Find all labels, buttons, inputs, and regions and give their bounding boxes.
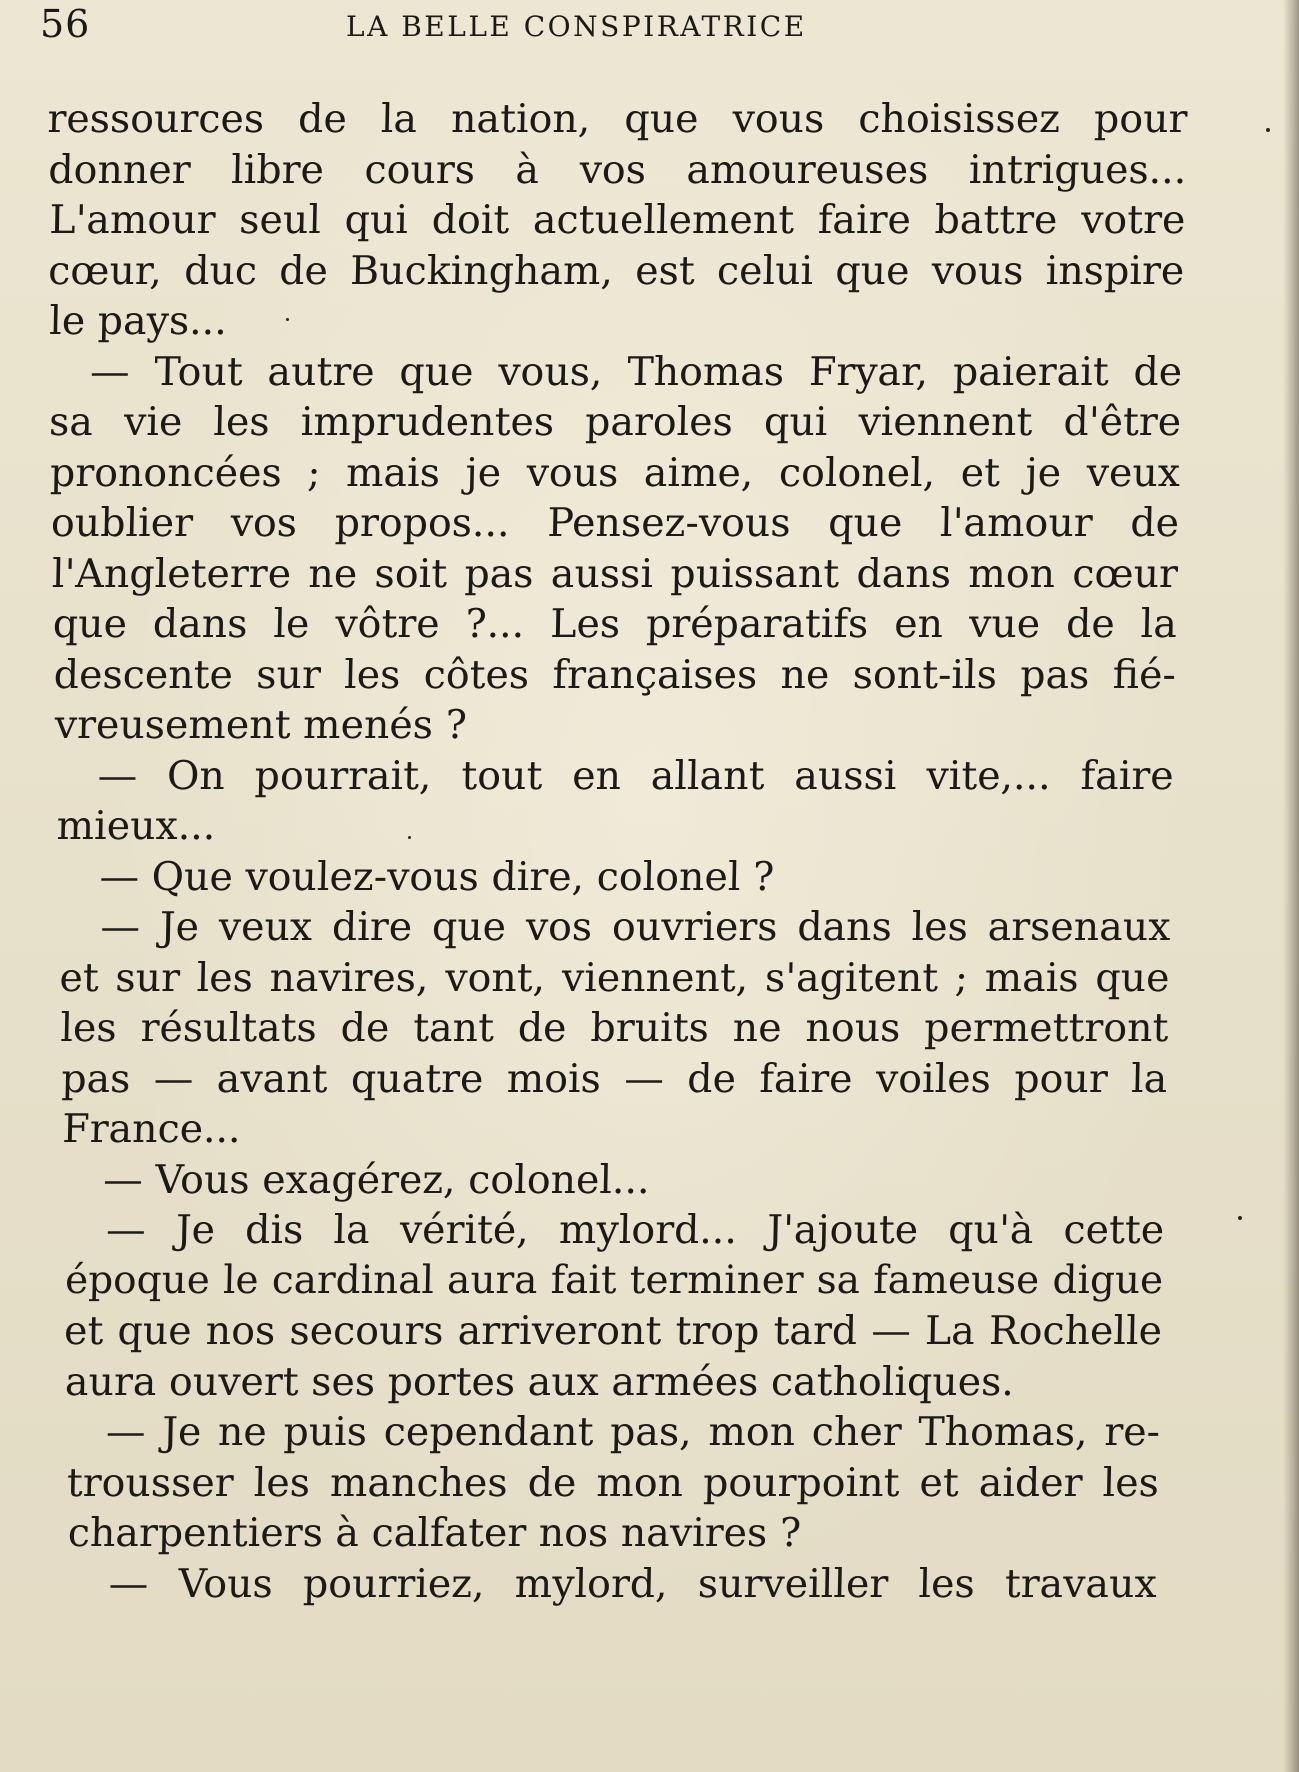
text-line: — Que voulez-vous dire, colonel ? <box>99 853 775 900</box>
book-title: LA BELLE CONSPIRATRICE <box>346 10 807 43</box>
text-line: — Vous exagérez, colonel... <box>102 1156 651 1203</box>
text-line: sa vie les imprudentes paroles qui viennent d'être <box>48 399 1182 445</box>
text-line: ressources de la nation, que vous choisissez pour <box>46 96 1188 142</box>
text-line: les résultats de tant de bruits ne nous permettront <box>59 1005 1169 1051</box>
text-line: vreusement menés ? <box>54 702 468 748</box>
text-line: l'Angleterre ne soit pas aussi puissant dans mon cœur <box>51 550 1179 597</box>
text-line: et que nos secours arriveront trop tard — La Rochelle <box>63 1308 1163 1354</box>
text-line: — Je ne puis cependant pas, mon cher Thomas, re- <box>105 1409 1161 1455</box>
text-line: donner libre cours à vos amoureuses intrigues... <box>47 146 1187 193</box>
text-line: France... <box>61 1106 242 1152</box>
text-line: aura ouvert ses portes aux armées catholiques. <box>64 1358 1015 1405</box>
text-line: mieux... <box>56 803 217 849</box>
running-head <box>40 2 1220 46</box>
text-line: — Je dis la vérité, mylord... J'ajoute qu'à cette <box>105 1207 1165 1253</box>
text-line: charpentiers à calfater nos navires ? <box>67 1510 802 1556</box>
text-line: — Tout autre que vous, Thomas Fryar, paierait de <box>89 348 1183 395</box>
text-line: cœur, duc de Buckingham, est celui que vous inspire <box>47 247 1185 294</box>
page-edge-shadow <box>1283 0 1299 1772</box>
text-line: descente sur les côtes françaises ne sont-ils pas fié- <box>53 651 1177 698</box>
text-line: le pays... <box>48 298 228 344</box>
text-line: trousser les manches de mon pourpoint et aider les <box>66 1459 1160 1506</box>
text-line: — Vous pourriez, mylord, surveiller les travaux <box>108 1560 1158 1607</box>
body-text <box>16 94 1188 1609</box>
ink-speck <box>286 318 289 321</box>
text-line: — Je veux dire que vos ouvriers dans les arsenaux <box>100 904 1172 950</box>
text-line: et sur les navires, vont, viennent, s'agitent ; mais que <box>59 954 1170 1001</box>
text-line: pas — avant quatre mois — de faire voiles pour la <box>60 1055 1168 1102</box>
text-line: L'amour seul qui doit actuellement faire battre votre <box>48 197 1186 243</box>
text-line: — On pourrait, tout en allant aussi vite,... faire <box>97 752 1175 799</box>
text-line: que dans le vôtre ?... Les préparatifs en vue de la <box>52 601 1178 647</box>
ink-speck <box>1238 1216 1242 1220</box>
ink-speck <box>1266 128 1270 132</box>
text-line: oublier vos propos... Pensez-vous que l'amour de <box>50 500 1180 546</box>
text-line: prononcées ; mais je vous aime, colonel, et je veux <box>49 449 1181 496</box>
ink-speck <box>408 836 411 839</box>
page-number: 56 <box>40 2 91 46</box>
text-line: époque le cardinal aura fait terminer sa fameuse digue <box>64 1257 1164 1303</box>
